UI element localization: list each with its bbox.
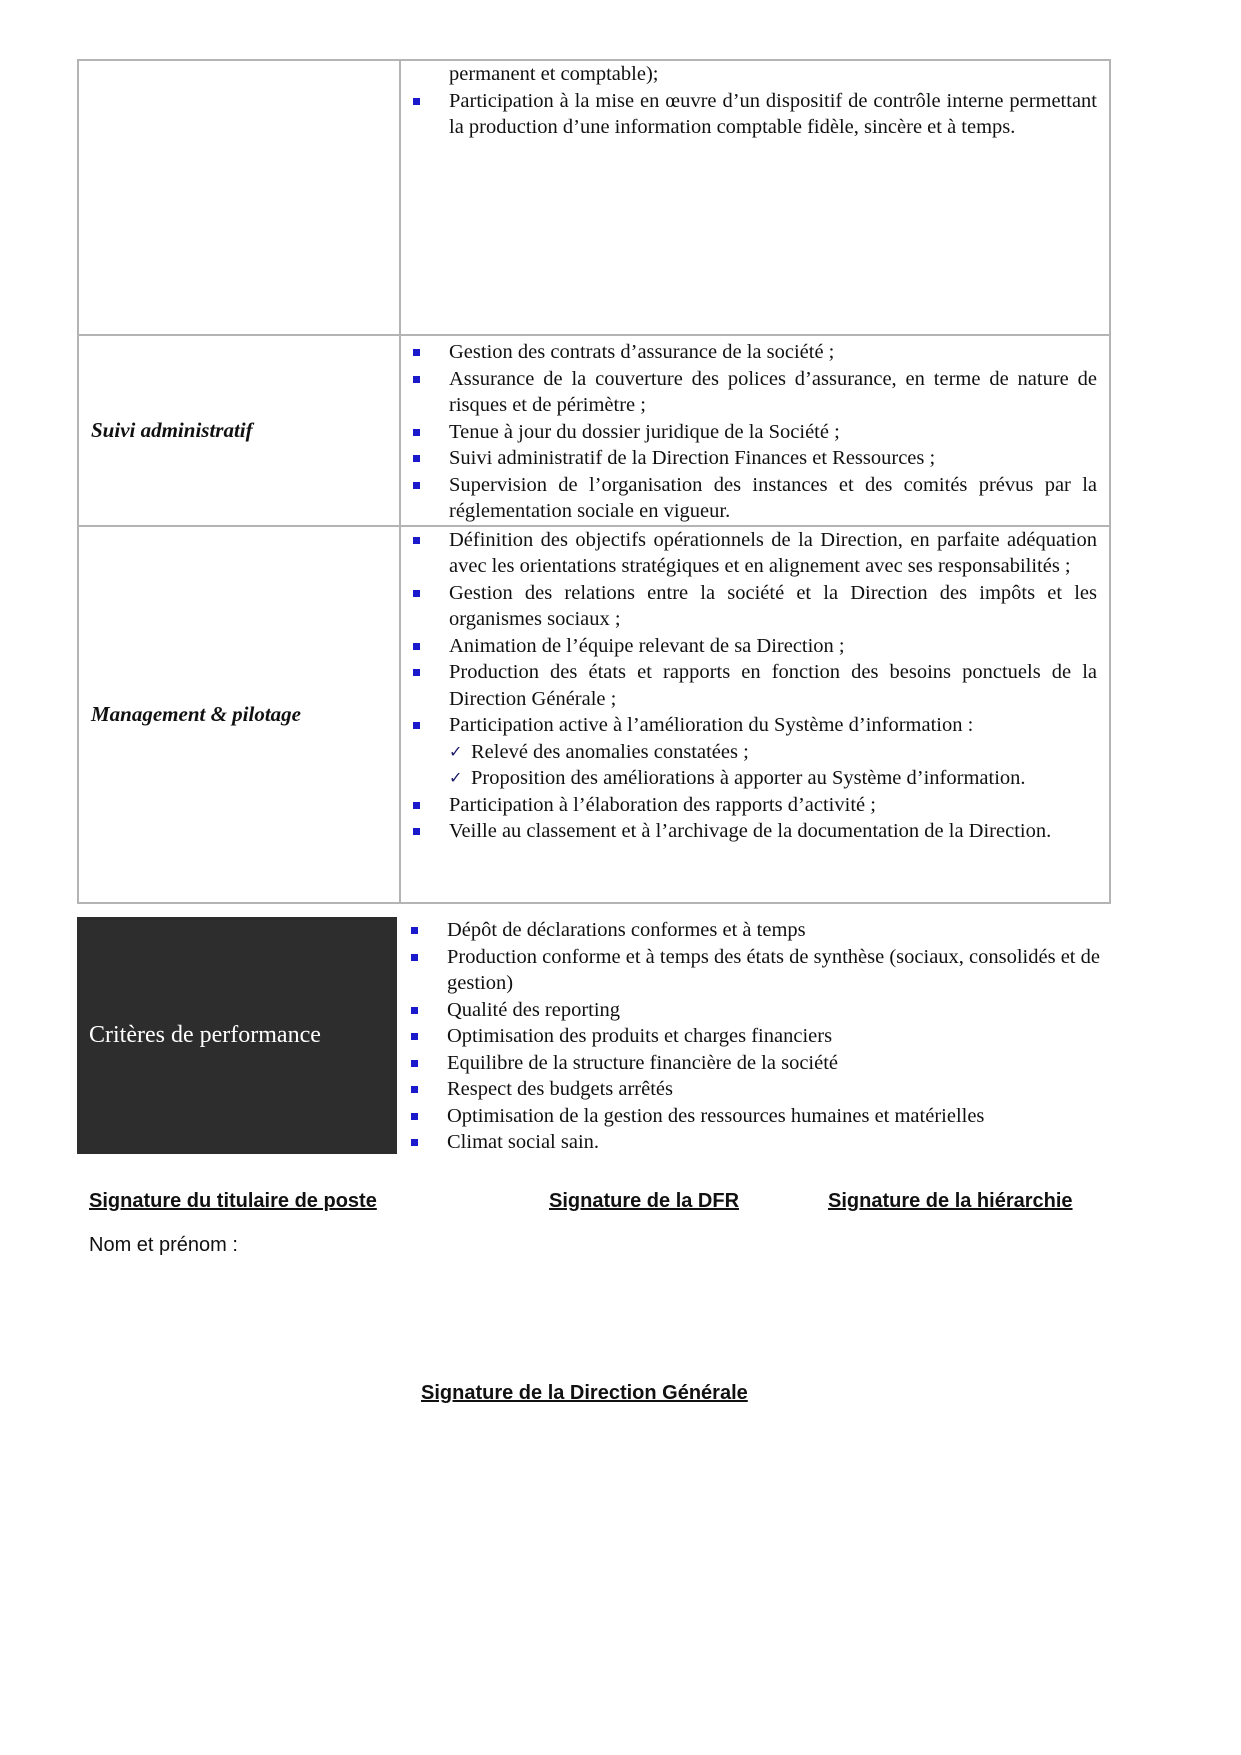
square-bullet-icon — [413, 828, 420, 835]
list-item: Suivi administratif de la Direction Finances et Ressources ; — [401, 445, 1097, 472]
square-bullet-icon — [413, 643, 420, 650]
square-bullet-icon — [411, 1033, 418, 1040]
row-items-cell — [400, 526, 1110, 903]
signature-dfr-heading: Signature de la DFR — [549, 1190, 740, 1212]
list-item: Equilibre de la structure financière de la société — [399, 1050, 1111, 1077]
square-bullet-icon — [411, 1086, 418, 1093]
sub-list-item: ✓ Proposition des améliorations à apporter au Système d’information. — [449, 765, 1097, 792]
square-bullet-icon — [411, 927, 418, 934]
list-item: Optimisation de la gestion des ressources humaines et matérielles — [399, 1103, 1111, 1130]
list-item: Tenue à jour du dossier juridique de la Société ; — [401, 419, 1097, 446]
list-item: Participation à l’élaboration des rapports d’activité ; — [401, 792, 1097, 819]
responsibility-list — [401, 61, 1109, 141]
row-label-cell — [78, 60, 400, 335]
square-bullet-icon — [411, 954, 418, 961]
list-item: Participation active à l’amélioration du Système d’information : ✓ Relevé des anomalies constatées ; ✓ Proposition des améliorations à apporter au Système d’information. — [401, 712, 1097, 792]
responsibility-list — [401, 527, 1109, 845]
row-label-cell — [78, 526, 400, 903]
square-bullet-icon — [413, 376, 420, 383]
list-item: Respect des budgets arrêtés — [399, 1076, 1111, 1103]
square-bullet-icon — [413, 802, 420, 809]
list-item: Supervision de l’organisation des instances et des comités prévus par la réglementation sociale en vigueur. — [401, 472, 1097, 525]
list-item: Animation de l’équipe relevant de sa Direction ; — [401, 633, 1097, 660]
responsibilities-table — [77, 59, 1111, 904]
signature-hierarchy-heading: Signature de la hiérarchie — [828, 1190, 1073, 1212]
square-bullet-icon — [413, 349, 420, 356]
list-item: Gestion des relations entre la société et la Direction des impôts et les organismes sociaux ; — [401, 580, 1097, 633]
signature-general-direction-heading: Signature de la Direction Générale — [421, 1382, 748, 1404]
list-item: Assurance de la couverture des polices d’assurance, en terme de nature de risques et de périmètre ; — [401, 366, 1097, 419]
performance-label: Critères de performance — [89, 1022, 321, 1048]
list-item: Gestion des contrats d’assurance de la société ; — [401, 339, 1097, 366]
list-item: Optimisation des produits et charges financiers — [399, 1023, 1111, 1050]
performance-label-cell — [77, 917, 397, 1154]
list-item: Définition des objectifs opérationnels de la Direction, en parfaite adéquation avec les orientations stratégiques et en alignement avec ses responsabilités ; — [401, 527, 1097, 580]
sub-list — [449, 739, 1097, 792]
square-bullet-icon — [413, 669, 420, 676]
list-item: Participation à la mise en œuvre d’un dispositif de contrôle interne permettant la production d’une information comptable fidèle, sincère et à temps. — [401, 88, 1097, 141]
square-bullet-icon — [411, 1113, 418, 1120]
row-items-cell — [400, 60, 1110, 335]
square-bullet-icon — [411, 1139, 418, 1146]
performance-list — [399, 917, 1123, 1156]
list-item: Production conforme et à temps des états de synthèse (sociaux, consolidés et de gestion) — [399, 944, 1111, 997]
square-bullet-icon — [413, 455, 420, 462]
row-label-cell — [78, 335, 400, 526]
table-row — [78, 60, 1110, 335]
section-label-management-pilotage: Management & pilotage — [91, 701, 301, 726]
row-items-cell — [400, 335, 1110, 526]
signature-holder-heading: Signature du titulaire de poste — [89, 1190, 377, 1212]
square-bullet-icon — [411, 1060, 418, 1067]
job-description-page — [77, 59, 1111, 904]
responsibility-list — [401, 339, 1109, 525]
square-bullet-icon — [413, 482, 420, 489]
list-item: Qualité des reporting — [399, 997, 1111, 1024]
list-item: Production des états et rapports en fonction des besoins ponctuels de la Direction Générale ; — [401, 659, 1097, 712]
square-bullet-icon — [413, 98, 420, 105]
square-bullet-icon — [413, 590, 420, 597]
list-item: Dépôt de déclarations conformes et à temps — [399, 917, 1111, 944]
square-bullet-icon — [413, 722, 420, 729]
list-item: permanent et comptable); — [449, 63, 659, 85]
check-mark-icon: ✓ — [449, 741, 463, 761]
list-item: Climat social sain. — [399, 1129, 1111, 1156]
square-bullet-icon — [413, 537, 420, 544]
performance-criteria-section — [77, 917, 1111, 1154]
table-row — [78, 526, 1110, 903]
square-bullet-icon — [411, 1007, 418, 1014]
sub-list-item: ✓ Relevé des anomalies constatées ; — [449, 739, 1097, 766]
section-label-suivi-administratif: Suivi administratif — [91, 417, 253, 442]
name-label: Nom et prénom : — [89, 1234, 238, 1256]
square-bullet-icon — [413, 429, 420, 436]
check-mark-icon: ✓ — [449, 768, 463, 787]
table-row — [78, 335, 1110, 526]
list-item: Veille au classement et à l’archivage de la documentation de la Direction. — [401, 818, 1097, 845]
